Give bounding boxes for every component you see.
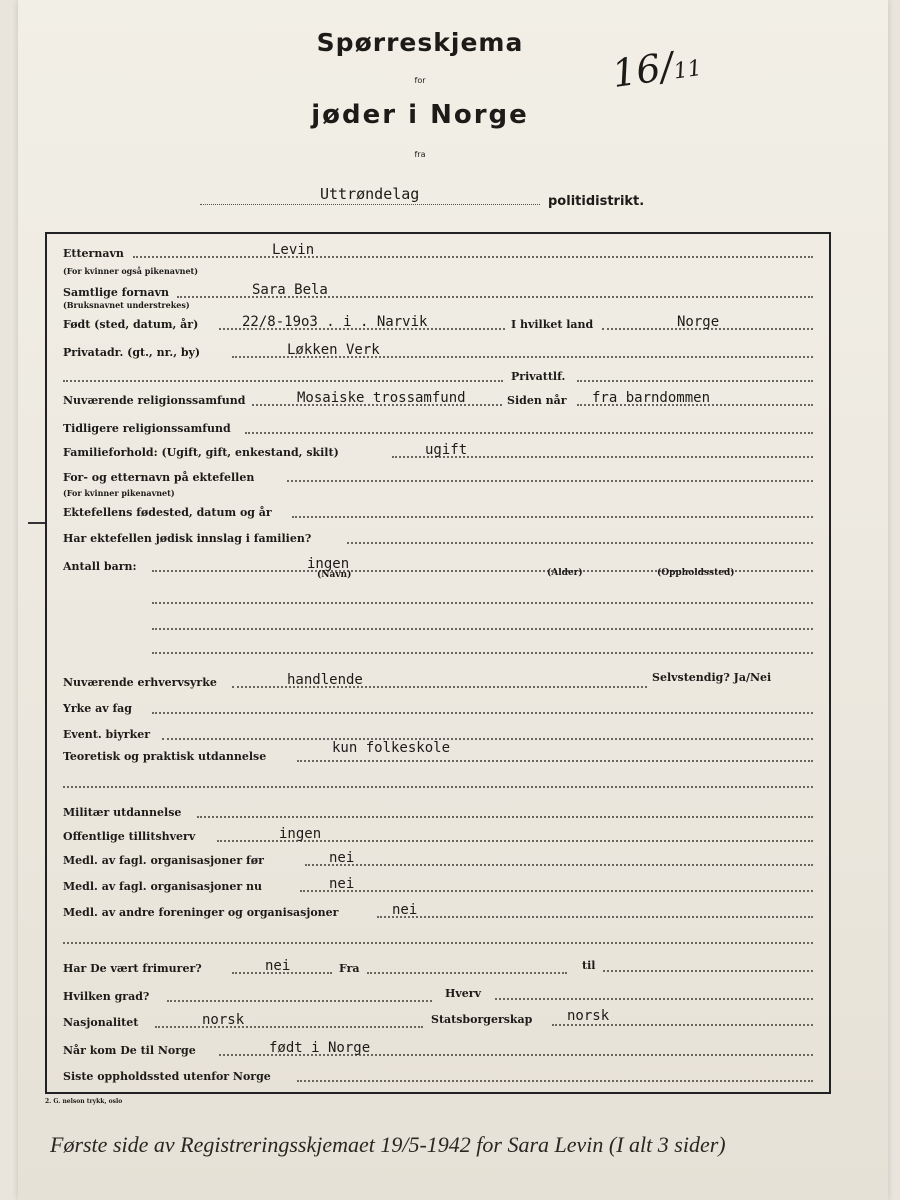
label-hverv: Hverv [445, 987, 481, 1000]
value-fodt: 22/8-19o3 . i . Narvik [242, 314, 428, 330]
row-utdannelse [47, 740, 829, 766]
note-fornavn: (Bruksnavnet understrekes) [63, 300, 190, 310]
value-org-nu: nei [329, 876, 355, 892]
margin-mark [28, 522, 46, 524]
handwritten-number: 16/11 [609, 43, 704, 96]
row-nasjonalitet [47, 1010, 829, 1032]
label-jodisk-innslag: Har ektefellen jødisk innslag i familien? [63, 532, 312, 545]
row-ektefelle [47, 468, 829, 490]
district-label: politidistrikt. [548, 194, 645, 209]
col-opphold: (Oppholdssted) [657, 568, 735, 578]
row-org-nu [47, 874, 829, 896]
value-org-for: nei [329, 850, 355, 866]
row-fodt [47, 312, 829, 334]
label-religion: Nuværende religionssamfund [63, 394, 246, 407]
row-militaer [47, 800, 829, 822]
label-ektefelle-fodested: Ektefellens fødested, datum og år [63, 506, 272, 519]
dotted-line [297, 1080, 813, 1082]
district-line [200, 204, 540, 205]
row-yrke-fag [47, 696, 829, 718]
title-for-word: for [414, 76, 426, 85]
label-ektefelle: For- og etternavn på ektefellen [63, 471, 255, 484]
label-frimurer-fra: Fra [339, 962, 360, 975]
row-org-for [47, 848, 829, 870]
dotted-line [495, 998, 813, 1000]
form-subtitle: jøder i Norge [311, 100, 529, 130]
label-tidligere-religion: Tidligere religionssamfund [63, 422, 231, 435]
dotted-line [292, 516, 813, 518]
dotted-line [245, 432, 813, 434]
label-selvstendig: Selvstendig? Ja/Nei [652, 671, 772, 684]
row-erhverv [47, 670, 829, 692]
label-privatadr: Privatadr. (gt., nr., by) [63, 346, 201, 359]
dotted-line [63, 380, 503, 382]
row-etternavn [47, 244, 829, 266]
dotted-line [167, 1000, 432, 1002]
value-statsborger: norsk [567, 1008, 610, 1024]
label-grad: Hvilken grad? [63, 990, 150, 1003]
dotted-line [152, 602, 813, 604]
dotted-line [63, 786, 813, 788]
dotted-line [297, 760, 813, 762]
label-frimurer-til: til [582, 959, 596, 972]
label-familieforhold: Familieforhold: (Ugift, gift, enkestand, skilt) [63, 446, 339, 459]
label-nasjonalitet: Nasjonalitet [63, 1016, 139, 1029]
form-title: Spørreskjema [316, 28, 524, 57]
photo-caption: Første side av Registreringsskjemaet 19/5-1942 for Sara Levin (I alt 3 sider) [50, 1132, 726, 1157]
label-biyrker: Event. biyrker [63, 728, 150, 741]
label-tillitshverv: Offentlige tillitshverv [63, 830, 196, 843]
label-etternavn: Etternavn [63, 247, 124, 260]
dotted-line [377, 916, 813, 918]
value-barn: ingen [307, 556, 350, 572]
dotted-line [552, 1024, 813, 1026]
value-erhverv: handlende [287, 672, 363, 688]
title-fra-word: fra [414, 150, 426, 159]
label-privattlf: Privattlf. [511, 370, 566, 383]
dotted-line [603, 970, 813, 972]
row-jodisk-innslag [47, 526, 829, 548]
value-land: Norge [677, 314, 720, 330]
label-since: Siden når [507, 394, 567, 407]
row-tidligere-religion [47, 416, 829, 438]
value-andre-foreninger: nei [392, 902, 418, 918]
dotted-line [287, 480, 813, 482]
row-andre-foreninger [47, 900, 829, 922]
row-familieforhold [47, 440, 829, 462]
row-siste-opphold [47, 1064, 829, 1086]
note-etternavn: (For kvinner også pikenavnet) [63, 266, 199, 276]
dotted-line [162, 738, 813, 740]
dotted-line [367, 972, 567, 974]
row-barn-line-3 [47, 636, 829, 658]
note-ektefelle: (For kvinner pikenavnet) [63, 488, 175, 498]
label-andre-foreninger: Medl. av andre foreninger og organisasjoner [63, 906, 339, 919]
dotted-line [305, 864, 813, 866]
value-etternavn: Levin [272, 242, 315, 258]
label-yrke-fag: Yrke av fag [63, 702, 132, 715]
value-familieforhold: ugift [425, 442, 468, 458]
row-barn-line-2 [47, 612, 829, 634]
label-org-for: Medl. av fagl. organisasjoner før [63, 854, 264, 867]
value-religion: Mosaiske trossamfund [297, 390, 466, 406]
dotted-line [63, 942, 813, 944]
col-alder: (Alder) [547, 568, 583, 578]
label-fodt: Født (sted, datum, år) [63, 318, 199, 331]
row-privattlf [47, 364, 829, 386]
value-utdannelse: kun folkeskole [332, 740, 451, 756]
value-fornavn: Sara Bela [252, 282, 328, 298]
row-fornavn [47, 280, 829, 302]
dotted-line [300, 890, 813, 892]
printer-note: 2. G. nelson trykk, oslo [45, 1098, 123, 1105]
dotted-line [197, 816, 813, 818]
district-value: Uttrøndelag [320, 185, 420, 203]
label-siste-opphold: Siste oppholdssted utenfor Norge [63, 1070, 271, 1083]
row-grad [47, 984, 829, 1006]
row-ektefelle-fodested [47, 500, 829, 522]
value-privatadr: Løkken Verk [287, 342, 380, 358]
label-utdannelse: Teoretisk og praktisk utdannelse [63, 750, 267, 763]
label-frimurer: Har De vært frimurer? [63, 962, 202, 975]
value-nasjonalitet: norsk [202, 1012, 245, 1028]
dotted-line [133, 256, 813, 258]
value-since: fra barndommen [592, 390, 711, 406]
label-kom-til-norge: Når kom De til Norge [63, 1044, 196, 1057]
dotted-line [152, 628, 813, 630]
label-statsborger: Statsborgerskap [431, 1013, 533, 1026]
label-erhverv: Nuværende erhvervsyrke [63, 676, 217, 689]
label-fornavn: Samtlige fornavn [63, 286, 170, 299]
label-militaer: Militær utdannelse [63, 806, 182, 819]
value-kom-til-norge: født i Norge [269, 1040, 371, 1056]
row-kom-til-norge [47, 1038, 829, 1060]
questionnaire-form [45, 232, 831, 1094]
label-org-nu: Medl. av fagl. organisasjoner nu [63, 880, 263, 893]
value-frimurer: nei [265, 958, 291, 974]
dotted-line [347, 542, 813, 544]
row-frimurer [47, 956, 829, 978]
label-land: I hvilket land [511, 318, 594, 331]
row-religion [47, 388, 829, 410]
col-navn: (Navn) [317, 570, 352, 580]
dotted-line [577, 380, 813, 382]
value-tillitshverv: ingen [279, 826, 322, 842]
dotted-line [152, 652, 813, 654]
row-utdannelse-line-2 [47, 770, 829, 792]
dotted-line [155, 1026, 423, 1028]
label-barn: Antall barn: [63, 560, 137, 573]
dotted-line [152, 712, 813, 714]
row-barn-line-1 [47, 586, 829, 608]
row-privatadr [47, 340, 829, 362]
row-tillitshverv [47, 824, 829, 846]
row-andre-foreninger-line-2 [47, 926, 829, 948]
